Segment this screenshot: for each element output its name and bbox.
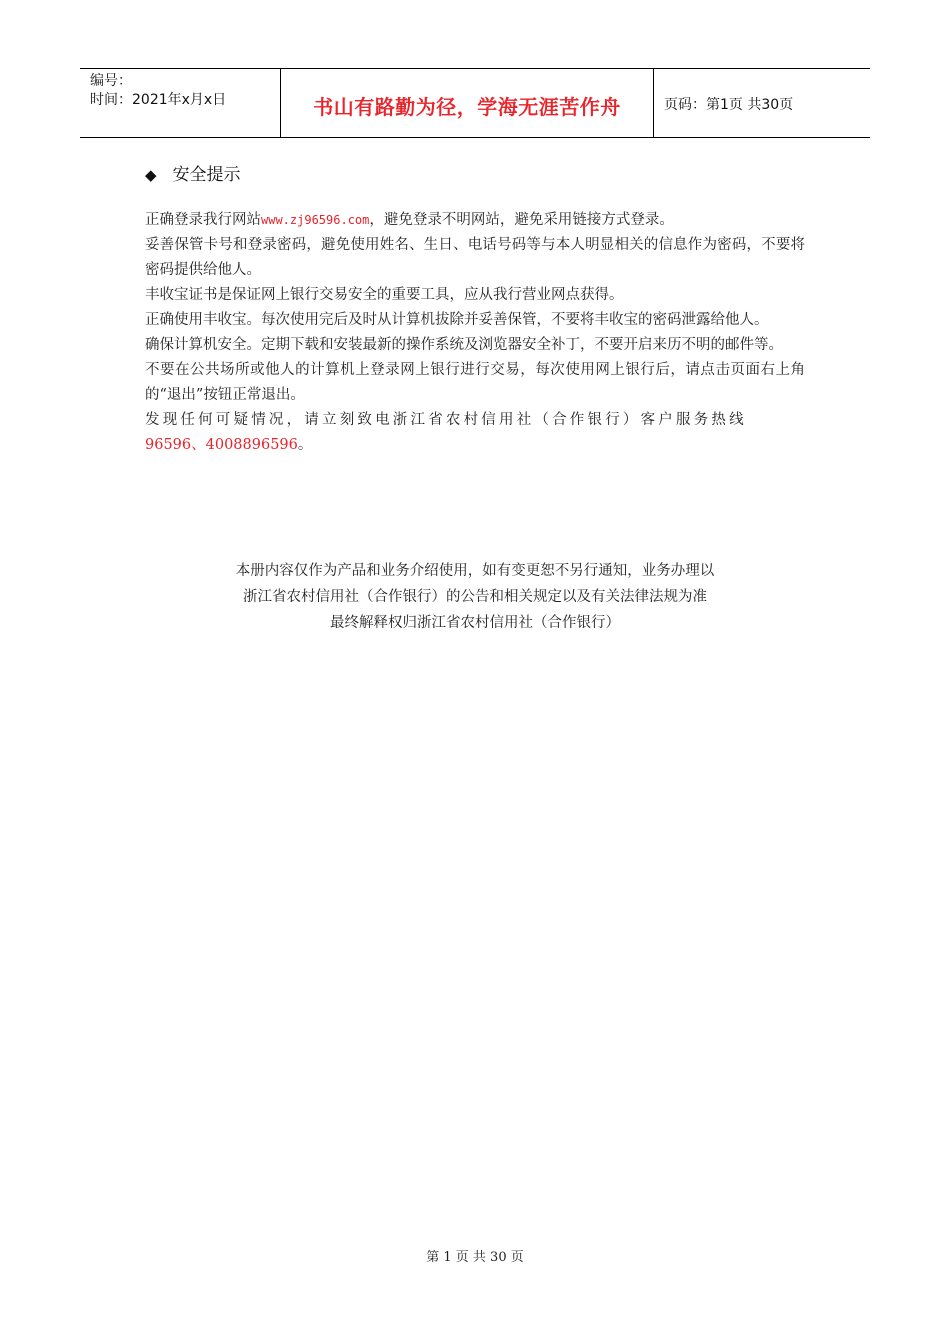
- bank-website-link[interactable]: www.zj96596.com: [261, 213, 370, 227]
- security-tips: [145, 208, 805, 458]
- document-header: [80, 68, 870, 138]
- page-info: 页码：第1页 共30页: [664, 97, 794, 113]
- tip-item: [145, 208, 805, 233]
- tip-text: ，避免登录不明网站，避免采用链接方式登录。: [369, 212, 674, 228]
- document-number: 编号：: [90, 73, 132, 89]
- tip-item: 妥善保管卡号和登录密码，避免使用姓名、生日、电话号码等与本人明显相关的信息作为密码，不要将密码提供给他人。: [145, 237, 805, 278]
- tip-item: 不要在公共场所或他人的计算机上登录网上银行进行交易，每次使用网上银行后，请点击页面右上角的“退出”按钮正常退出。: [145, 362, 805, 403]
- document-date: 时间：2021年x月x日: [90, 92, 227, 108]
- tip-item: 正确使用丰收宝。每次使用完后及时从计算机拔除并妥善保管，不要将丰收宝的密码泄露给他人。: [145, 312, 769, 328]
- diamond-bullet-icon: ◆: [145, 166, 157, 184]
- header-page-cell: [654, 69, 870, 137]
- header-motto-cell: [281, 69, 654, 137]
- notice-line: 浙江省农村信用社（合作银行）的公告和相关规定以及有关法律法规为准: [243, 589, 707, 605]
- tip-item: [145, 408, 805, 458]
- page-footer: 第 1 页 共 30 页: [426, 1250, 524, 1265]
- hotline-numbers: 96596、4008896596: [145, 437, 298, 453]
- disclaimer-notice: [100, 558, 850, 636]
- tip-text: 正确登录我行网站: [145, 212, 261, 228]
- tip-text: 。: [297, 437, 313, 453]
- header-meta-cell: [80, 69, 281, 137]
- section-heading: [145, 160, 241, 185]
- notice-line: 最终解释权归浙江省农村信用社（合作银行）: [330, 615, 620, 631]
- section-title: 安全提示: [172, 165, 241, 185]
- tip-item: 丰收宝证书是保证网上银行交易安全的重要工具，应从我行营业网点获得。: [145, 287, 624, 303]
- notice-line: 本册内容仅作为产品和业务介绍使用，如有变更恕不另行通知，业务办理以: [235, 563, 715, 579]
- tip-item: 确保计算机安全。定期下载和安装最新的操作系统及浏览器安全补丁，不要开启来历不明的邮件等。: [145, 337, 783, 353]
- tip-text: 发现任何可疑情况，请立刻致电浙江省农村信用社（合作银行）客户服务热线: [145, 412, 747, 428]
- motto: 书山有路勤为径，学海无涯苦作舟: [313, 95, 621, 119]
